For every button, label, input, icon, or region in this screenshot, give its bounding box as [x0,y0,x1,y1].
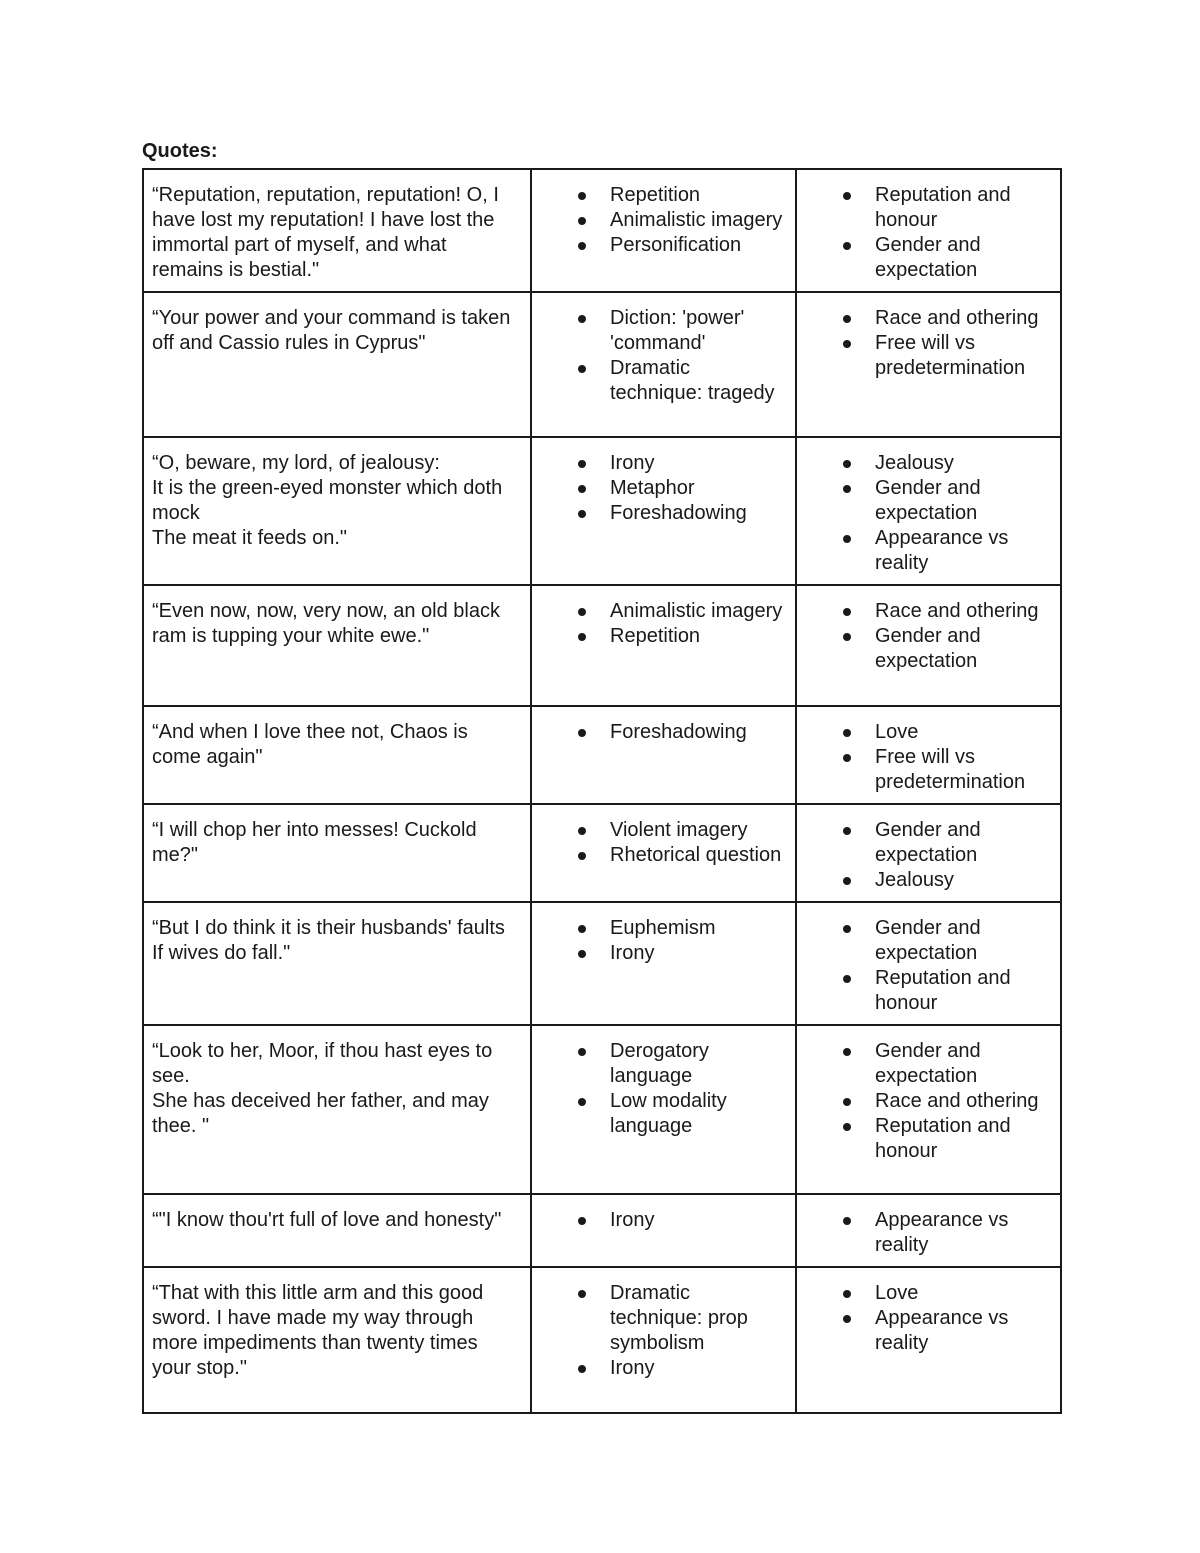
list-item: Rhetorical question [540,843,787,868]
list-item: Jealousy [805,451,1052,476]
list-item: Love [805,720,1052,745]
themes-cell [796,1194,1061,1267]
list-item: Animalistic imagery [540,599,787,624]
table-row [143,706,1061,804]
themes-cell [796,804,1061,902]
techniques-list [540,818,787,868]
techniques-cell [531,1267,796,1413]
themes-list [805,1281,1052,1356]
list-item: Appearance vs reality [805,1306,1052,1356]
quote-cell: “Look to her, Moor, if thou hast eyes to see. She has deceived her father, and may thee. " [143,1025,531,1194]
table-row [143,292,1061,437]
list-item: Irony [540,1356,787,1381]
list-item: Dramatic technique: tragedy [540,356,787,406]
list-item: Reputation and honour [805,966,1052,1016]
themes-list [805,183,1052,283]
themes-cell [796,902,1061,1025]
list-item: Gender and expectation [805,233,1052,283]
list-item: Gender and expectation [805,818,1052,868]
quote-cell: “Reputation, reputation, reputation! O, I have lost my reputation! I have lost the immortal part of myself, and what remains is bestial." [143,169,531,292]
list-item: Low modality language [540,1089,787,1139]
list-item: Free will vs predetermination [805,745,1052,795]
list-item: Irony [540,941,787,966]
list-item: Jealousy [805,868,1052,893]
list-item: Repetition [540,183,787,208]
list-item: Gender and expectation [805,624,1052,674]
list-item: Appearance vs reality [805,1208,1052,1258]
list-item: Irony [540,1208,787,1233]
list-item: Repetition [540,624,787,649]
quote-cell: “O, beware, my lord, of jealousy: It is the green-eyed monster which doth mock The meat it feeds on." [143,437,531,585]
list-item: Race and othering [805,1089,1052,1114]
list-item: Race and othering [805,599,1052,624]
quote-cell: “"I know thou'rt full of love and honesty" [143,1194,531,1267]
list-item: Gender and expectation [805,476,1052,526]
themes-cell [796,1267,1061,1413]
themes-list [805,451,1052,576]
list-item: Race and othering [805,306,1052,331]
techniques-cell [531,804,796,902]
table-row [143,902,1061,1025]
themes-cell [796,706,1061,804]
quote-cell: “Even now, now, very now, an old black ram is tupping your white ewe." [143,585,531,706]
section-heading: Quotes: [142,140,218,162]
list-item: Violent imagery [540,818,787,843]
techniques-list [540,916,787,966]
list-item: Reputation and honour [805,183,1052,233]
list-item: Reputation and honour [805,1114,1052,1164]
list-item: Dramatic technique: prop symbolism [540,1281,787,1356]
techniques-cell [531,169,796,292]
table-row [143,804,1061,902]
techniques-list [540,306,787,406]
table-row [143,1194,1061,1267]
list-item: Foreshadowing [540,720,787,745]
techniques-list [540,451,787,526]
list-item: Euphemism [540,916,787,941]
themes-cell [796,292,1061,437]
list-item: Irony [540,451,787,476]
techniques-list [540,599,787,649]
list-item: Free will vs predetermination [805,331,1052,381]
table-row [143,1267,1061,1413]
list-item: Diction: 'power' 'command' [540,306,787,356]
themes-list [805,306,1052,381]
techniques-cell [531,706,796,804]
quotes-table [142,168,1062,1414]
themes-cell [796,1025,1061,1194]
themes-cell [796,169,1061,292]
quote-cell: “But I do think it is their husbands' faults If wives do fall." [143,902,531,1025]
quotes-table-body [143,169,1061,1413]
list-item: Appearance vs reality [805,526,1052,576]
themes-list [805,818,1052,893]
themes-cell [796,585,1061,706]
list-item: Gender and expectation [805,1039,1052,1089]
themes-list [805,720,1052,795]
list-item: Personification [540,233,787,258]
themes-cell [796,437,1061,585]
quote-cell: “And when I love thee not, Chaos is come again" [143,706,531,804]
quote-cell: “Your power and your command is taken off and Cassio rules in Cyprus" [143,292,531,437]
techniques-cell [531,1194,796,1267]
table-row [143,1025,1061,1194]
techniques-list [540,183,787,258]
techniques-list [540,1039,787,1139]
table-row [143,585,1061,706]
techniques-cell [531,585,796,706]
themes-list [805,599,1052,674]
list-item: Derogatory language [540,1039,787,1089]
techniques-list [540,1208,787,1233]
list-item: Metaphor [540,476,787,501]
techniques-cell [531,1025,796,1194]
list-item: Gender and expectation [805,916,1052,966]
table-row [143,169,1061,292]
themes-list [805,1039,1052,1164]
techniques-cell [531,292,796,437]
list-item: Foreshadowing [540,501,787,526]
techniques-cell [531,437,796,585]
table-row [143,437,1061,585]
themes-list [805,1208,1052,1258]
quote-cell: “I will chop her into messes! Cuckold me?" [143,804,531,902]
techniques-list [540,720,787,745]
techniques-cell [531,902,796,1025]
themes-list [805,916,1052,1016]
techniques-list [540,1281,787,1381]
list-item: Love [805,1281,1052,1306]
quote-cell: “That with this little arm and this good sword. I have made my way through more impediments than twenty times your stop." [143,1267,531,1413]
list-item: Animalistic imagery [540,208,787,233]
